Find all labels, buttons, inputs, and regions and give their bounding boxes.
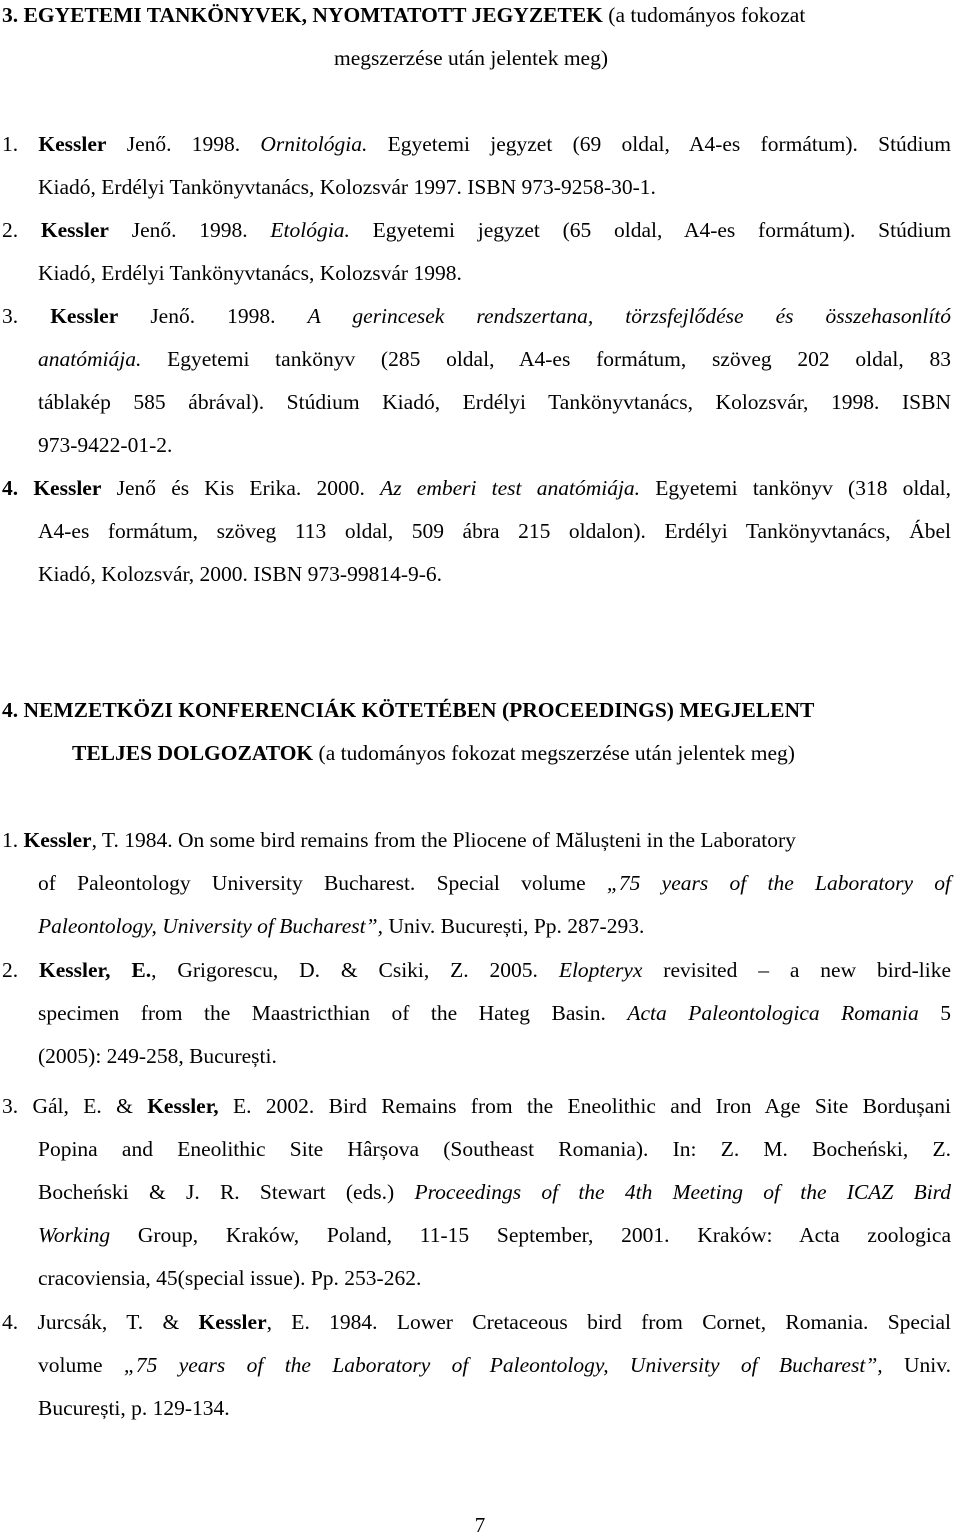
list-item-continuation: of Paleontology University Bucharest. Special volume „75 years of the Laboratory of: [38, 871, 951, 895]
section-3-number: 3.: [2, 3, 19, 27]
author-name: Kessler: [50, 304, 119, 328]
section-3-qualifier: (a tudományos fokozat: [608, 3, 806, 27]
list-item-continuation: cracoviensia, 45(special issue). Pp. 253-262.: [38, 1266, 422, 1290]
author-name: Kessler: [198, 1310, 267, 1334]
work-title: Etológia.: [270, 218, 350, 242]
list-item: 2. Kessler, E., Grigorescu, D. & Csiki, Z. 2005. Elopteryx revisited – a new bird-like: [2, 958, 952, 982]
list-item: 3. Kessler Jenő. 1998. A gerincesek rendszertana, törzsfejlődése és összehasonlító: [2, 304, 951, 328]
list-item-continuation: Kiadó, Erdélyi Tankönyvtanács, Kolozsvár 1998.: [38, 261, 462, 285]
work-title: A gerincesek rendszertana, törzsfejlődése és összehasonlító: [307, 304, 951, 328]
work-title: Ornitológia.: [260, 132, 368, 156]
list-item-continuation: Paleontology, University of Bucharest”, Univ. București, Pp. 287-293.: [38, 914, 645, 938]
section-4-title-cont: TELJES DOLGOZATOK: [72, 741, 314, 765]
journal-title: Acta Paleontologica Romania: [627, 1001, 919, 1025]
page-number: 7: [474, 1513, 486, 1537]
section-3-heading: [2, 5, 805, 27]
work-title: Elopteryx: [558, 958, 643, 982]
list-item-continuation: 973-9422-01-2.: [38, 433, 173, 457]
author-name: Kessler: [40, 218, 109, 242]
author-name: Kessler: [33, 476, 102, 500]
section-4-heading-line-2: [72, 743, 795, 765]
list-item-continuation: Bocheński & J. R. Stewart (eds.) Proceedings of the 4th Meeting of the ICAZ Bird: [38, 1180, 951, 1204]
list-item: 3. Gál, E. & Kessler, E. 2002. Bird Remains from the Eneolithic and Iron Age Site Bordușani: [2, 1094, 952, 1118]
work-title: Working: [38, 1223, 111, 1247]
author-name: Kessler,: [147, 1094, 219, 1118]
list-item: 1. Kessler Jenő. 1998. Ornitológia. Egyetemi jegyzet (69 oldal, A4-es formátum). Stúdium: [2, 132, 952, 156]
work-title: „75 years of the Laboratory of Paleontology, University of Bucharest”,: [123, 1353, 883, 1377]
list-item: 4. Kessler Jenő és Kis Erika. 2000. Az emberi test anatómiája. Egyetemi tankönyv (318 oldal,: [2, 476, 952, 500]
list-item-continuation: (2005): 249-258, București.: [38, 1044, 277, 1068]
list-item-continuation: A4-es formátum, szöveg 113 oldal, 509 ábra 215 oldalon). Erdélyi Tankönyvtanács, Ábel: [38, 519, 951, 543]
section-4-title: NEMZETKÖZI KONFERENCIÁK KÖTETÉBEN (PROCEEDINGS) MEGJELENT: [23, 698, 815, 722]
author-name: Kessler: [38, 132, 107, 156]
list-item-continuation: volume „75 years of the Laboratory of Paleontology, University of Bucharest”, Univ.: [38, 1353, 952, 1377]
section-4-number: 4.: [2, 698, 19, 722]
work-title: Paleontology, University of Bucharest”,: [38, 914, 383, 938]
list-item-continuation: Kiadó, Kolozsvár, 2000. ISBN 973-99814-9-6.: [38, 562, 443, 586]
author-name: Kessler: [23, 828, 92, 852]
section-3-title: EGYETEMI TANKÖNYVEK, NYOMTATOTT JEGYZETEK: [23, 3, 603, 27]
section-4-heading: [2, 700, 814, 722]
list-item-continuation: Popina and Eneolithic Site Hârșova (Southeast Romania). In: Z. M. Bocheński, Z.: [38, 1137, 951, 1161]
work-title: anatómiája.: [38, 347, 142, 371]
work-title: Az emberi test anatómiája.: [380, 476, 641, 500]
work-title: „75 years of the Laboratory of: [606, 871, 951, 895]
list-item-continuation: Working Group, Kraków, Poland, 11-15 September, 2001. Kraków: Acta zoologica: [38, 1223, 951, 1247]
list-item: 1. Kessler, T. 1984. On some bird remains from the Pliocene of Mălușteni in the Laboratory: [2, 828, 796, 852]
list-item: 4. Jurcsák, T. & Kessler, E. 1984. Lower Cretaceous bird from Cornet, Romania. Special: [2, 1310, 952, 1334]
list-item-continuation: táblakép 585 ábrával). Stúdium Kiadó, Erdélyi Tankönyvtanács, Kolozsvár, 1998. ISBN: [38, 390, 951, 414]
author-name: Kessler, E.: [39, 958, 152, 982]
list-item-continuation: specimen from the Maastricthian of the Hateg Basin. Acta Paleontologica Romania 5: [38, 1001, 952, 1025]
section-3-heading-line-2: megszerzése után jelentek meg): [334, 46, 608, 70]
list-item: 2. Kessler Jenő. 1998. Etológia. Egyetemi jegyzet (65 oldal, A4-es formátum). Stúdium: [2, 218, 952, 242]
work-title: Proceedings of the 4th Meeting of the ICAZ Bird: [414, 1180, 951, 1204]
list-item-continuation: Kiadó, Erdélyi Tankönyvtanács, Kolozsvár 1997. ISBN 973-9258-30-1.: [38, 175, 656, 199]
section-4-qualifier: (a tudományos fokozat megszerzése után jelentek meg): [318, 741, 795, 765]
list-item-continuation: anatómiája. Egyetemi tankönyv (285 oldal, A4-es formátum, szöveg 202 oldal, 83: [38, 347, 951, 371]
list-item-continuation: București, p. 129-134.: [38, 1396, 230, 1420]
